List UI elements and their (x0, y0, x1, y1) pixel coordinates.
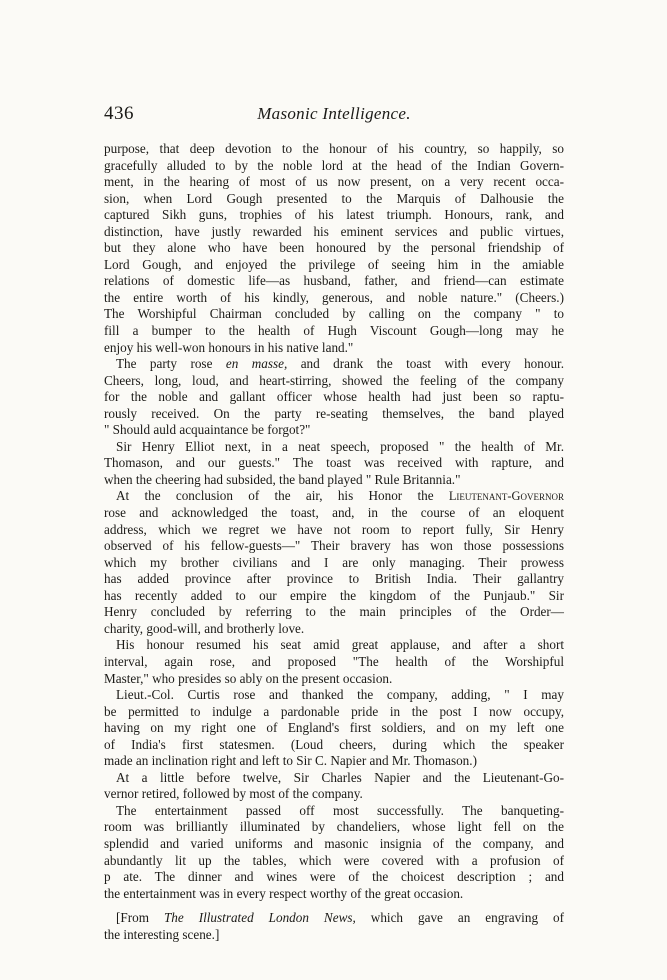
text-line: Thomason, and our guests." The toast was received with rapture, and (104, 455, 564, 471)
text-line: gracefully alluded to by the noble lord at the head of the Indian Govern- (104, 157, 564, 173)
page-number: 436 (104, 103, 134, 124)
line-text: At the conclusion of the air, his Honor the (116, 488, 449, 504)
paragraph-gap (104, 902, 564, 910)
text-line: fill a bumper to the health of Hugh Viscount Gough—long may he (104, 323, 564, 339)
text-line: sion, when Lord Gough presented to the Marquis of Dalhousie the (104, 190, 564, 206)
text-line: At a little before twelve, Sir Charles Napier and the Lieutenant-Go- (116, 769, 564, 785)
text-line: Cheers, long, loud, and heart-stirring, showed the feeling of the company (104, 372, 564, 388)
italic-phrase: en masse, (225, 356, 288, 372)
text-line: made an inclination right and left to Sir C. Napier and Mr. Thomason.) (104, 753, 477, 769)
text-line: abundantly lit up the tables, which were covered with a profusion of (104, 852, 564, 868)
paragraph (104, 141, 564, 356)
paragraph (104, 637, 564, 687)
text-line: which my brother civilians and I are only managing. Their prowess (104, 554, 564, 570)
text-line: room was brilliantly illuminated by chandeliers, whose light fell on the (104, 819, 564, 835)
text-line: be permitted to indulge a pardonable pride in the post I now occupy, (104, 703, 564, 719)
text-line: Sir Henry Elliot next, in a neat speech, proposed " the health of Mr. (116, 438, 564, 454)
paragraph (104, 439, 564, 489)
text-line: the interesting scene.] (104, 926, 220, 942)
text-line: " Should auld acquaintance be forgot?" (104, 422, 311, 438)
text-line: distinction, have justly rewarded his eminent services and public virtues, (104, 223, 564, 239)
line-text: which gave an engraving of (355, 910, 565, 926)
text-line (104, 488, 564, 505)
text-line: rously received. On the party re-seating themselves, the band played (104, 405, 564, 421)
text-line: The entertainment passed off most successfully. The banqueting- (116, 802, 564, 818)
text-line: Lord Gough, and enjoyed the privilege of seeing him in the amiable (104, 256, 564, 272)
running-head (104, 103, 564, 127)
text-line: Lieut.-Col. Curtis rose and thanked the company, adding, " I may (116, 687, 564, 703)
text-line: for the noble and gallant officer whose health had just been so raptu- (104, 389, 564, 405)
line-text: and drank the toast with every honour. (287, 356, 564, 372)
small-caps-title: Lieutenant-Governor (448, 489, 564, 504)
text-line: rose and acknowledged the toast, and, in the course of an eloquent (104, 505, 564, 521)
text-line: His honour resumed his seat amid great applause, and after a short (116, 637, 564, 653)
text-line: observed of his fellow-guests—" Their bravery has won those possessions (104, 538, 564, 554)
text-line: relations of domestic life—as husband, father, and friend—can estimate (104, 273, 564, 289)
text-line: The Worshipful Chairman concluded by calling on the company " to (104, 306, 564, 322)
source-note (104, 910, 564, 943)
text-line: interval, again rose, and proposed "The health of the Worshipful (104, 653, 564, 669)
text-line: address, which we regret we have not room to report fully, Sir Henry (104, 521, 564, 537)
text-line: of India's first statesmen. (Loud cheers, during which the speaker (104, 736, 564, 752)
paragraph (104, 356, 564, 439)
text-line: charity, good-will, and brotherly love. (104, 620, 305, 636)
text-line: vernor retired, followed by most of the company. (104, 786, 363, 802)
text-line: captured Sikh guns, trophies of his latest triumph. Honours, rank, and (104, 207, 564, 223)
text-line: the entire worth of his kindly, generous, and noble nature." (Cheers.) (104, 289, 564, 305)
paragraph (104, 488, 564, 637)
paragraph (104, 687, 564, 770)
paragraph (104, 770, 564, 803)
text-line: p ate. The dinner and wines were of the choicest description ; and (104, 869, 564, 885)
text-line: has recently added to our empire the kingdom of the Punjaub." Sir (104, 587, 564, 603)
text-line: but they alone who have been honoured by the personal friendship of (104, 240, 564, 256)
text-line: Henry concluded by referring to the main principles of the Order— (104, 604, 564, 620)
text-line: has added province after province to British India. Their gallantry (104, 571, 564, 587)
text-line: having on my right one of England's first soldiers, and on my left one (104, 720, 564, 736)
text-line (104, 910, 564, 927)
line-text: [From (116, 910, 164, 926)
publication-title: The Illustrated London News, (163, 910, 356, 926)
body-text (104, 141, 564, 943)
running-title: Masonic Intelligence. (257, 104, 411, 123)
text-line: purpose, that deep devotion to the honour of his country, so happily, so (104, 141, 564, 156)
line-text: The party rose (116, 356, 226, 372)
text-line: the entertainment was in every respect worthy of the great occasion. (104, 885, 464, 901)
text-line (104, 356, 564, 373)
text-line: splendid and varied uniforms and masonic insignia of the company, and (104, 835, 564, 851)
text-line: when the cheering had subsided, the band played " Rule Britannia." (104, 471, 461, 487)
text-line: Master," who presides so ably on the present occasion. (104, 670, 393, 686)
text-line: enjoy his well-won honours in his native land." (104, 339, 354, 355)
text-line: ment, in the hearing of most of us now present, on a very recent occa- (104, 174, 564, 190)
paragraph (104, 803, 564, 902)
